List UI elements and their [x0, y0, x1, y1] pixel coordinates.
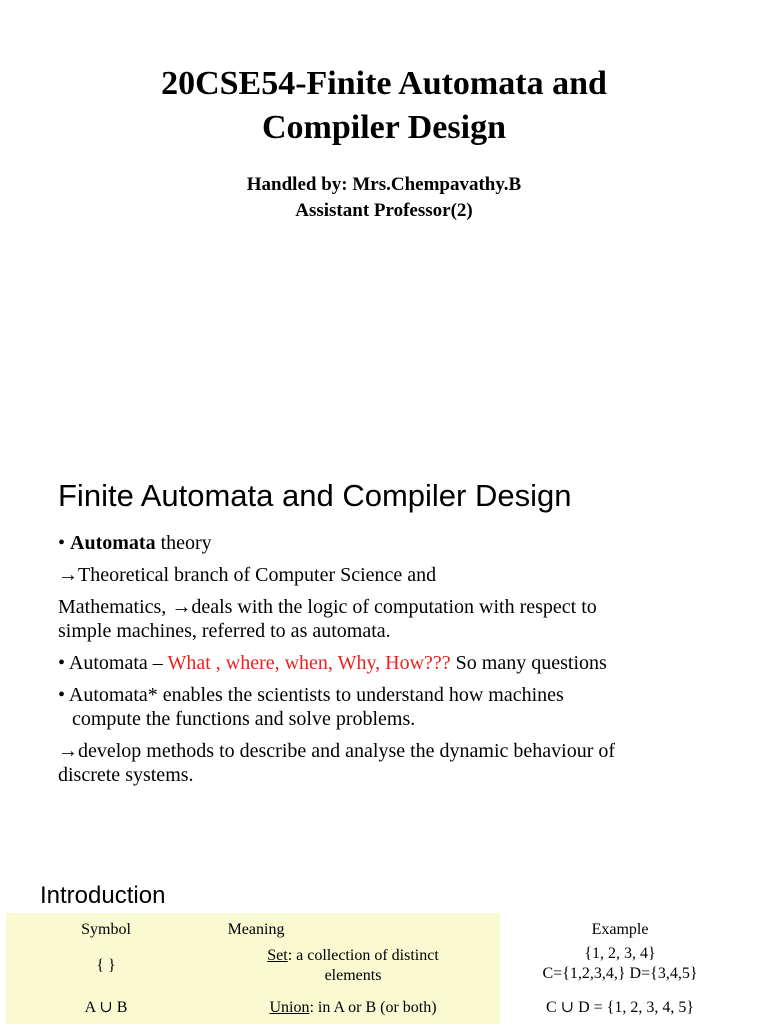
- header-symbol: Symbol: [81, 921, 131, 938]
- set-definition-line2: elements: [324, 967, 382, 984]
- automata-prefix: Automata –: [68, 652, 168, 674]
- symbol-table: [6, 913, 500, 1024]
- bullet-icon: •: [58, 532, 66, 554]
- course-title-line2: Compiler Design: [262, 109, 506, 146]
- union-term: Union: [269, 999, 310, 1016]
- slide-title: Finite Automata and Compiler Design: [58, 478, 572, 513]
- header-example: Example: [591, 921, 649, 938]
- bullet-icon: •: [58, 652, 66, 674]
- theoretical-text: Theoretical branch of Computer Science and: [78, 564, 437, 586]
- paragraph-mathematics-line1: [58, 595, 597, 619]
- bullet-questions: [58, 651, 607, 675]
- course-title: [0, 62, 768, 150]
- computation-text: deals with the logic of computation with respect to: [191, 596, 597, 618]
- header-meaning: Meaning: [227, 921, 285, 938]
- questions-suffix: So many questions: [450, 652, 607, 674]
- title-slide: [0, 0, 768, 440]
- arrow-icon: →: [171, 596, 192, 618]
- mathematics-text: Mathematics,: [58, 596, 172, 618]
- bullet-enables-line2: compute the functions and solve problems.: [72, 708, 416, 730]
- set-definition: : a collection of distinct: [287, 947, 439, 964]
- bullet-icon: •: [58, 684, 66, 706]
- questions-red-text: What , where, when, Why, How???: [167, 652, 451, 674]
- introduction-slide: [0, 870, 768, 1024]
- automata-term: Automata: [70, 532, 156, 554]
- bullet-automata-theory: [58, 531, 212, 555]
- union-definition: : in A or B (or both): [309, 999, 437, 1016]
- handled-by: Handled by: Mrs.Chempavathy.B: [246, 174, 522, 195]
- theory-text: theory: [155, 532, 212, 554]
- arrow-line-theoretical: [58, 563, 436, 587]
- faculty-position: Assistant Professor(2): [295, 200, 473, 221]
- row1-example-line2: C={1,2,3,4,} D={3,4,5}: [542, 965, 698, 982]
- row1-meaning: [206, 946, 500, 986]
- enables-text: Automata* enables the scientists to understand how machines: [68, 684, 564, 706]
- bullet-enables-line1: [58, 683, 564, 707]
- set-term: Set: [267, 947, 288, 964]
- develop-text: develop methods to describe and analyse the dynamic behaviour of: [78, 740, 616, 762]
- row2-meaning: [206, 998, 500, 1018]
- paragraph-mathematics-line2: simple machines, referred to as automata.: [58, 620, 391, 642]
- introduction-title: Introduction: [40, 882, 166, 909]
- arrow-icon: →: [58, 740, 78, 762]
- arrow-line-develop-line2: discrete systems.: [58, 764, 194, 786]
- row1-symbol: { }: [96, 957, 116, 974]
- course-title-line1: 20CSE54-Finite Automata and: [161, 65, 607, 102]
- row1-example-line1: {1, 2, 3, 4}: [584, 945, 656, 962]
- overview-slide: [0, 440, 768, 860]
- row2-symbol: A ∪ B: [84, 999, 128, 1016]
- row2-example: C ∪ D = {1, 2, 3, 4, 5}: [545, 999, 694, 1016]
- arrow-line-develop: [58, 739, 615, 763]
- arrow-icon: →: [58, 564, 78, 586]
